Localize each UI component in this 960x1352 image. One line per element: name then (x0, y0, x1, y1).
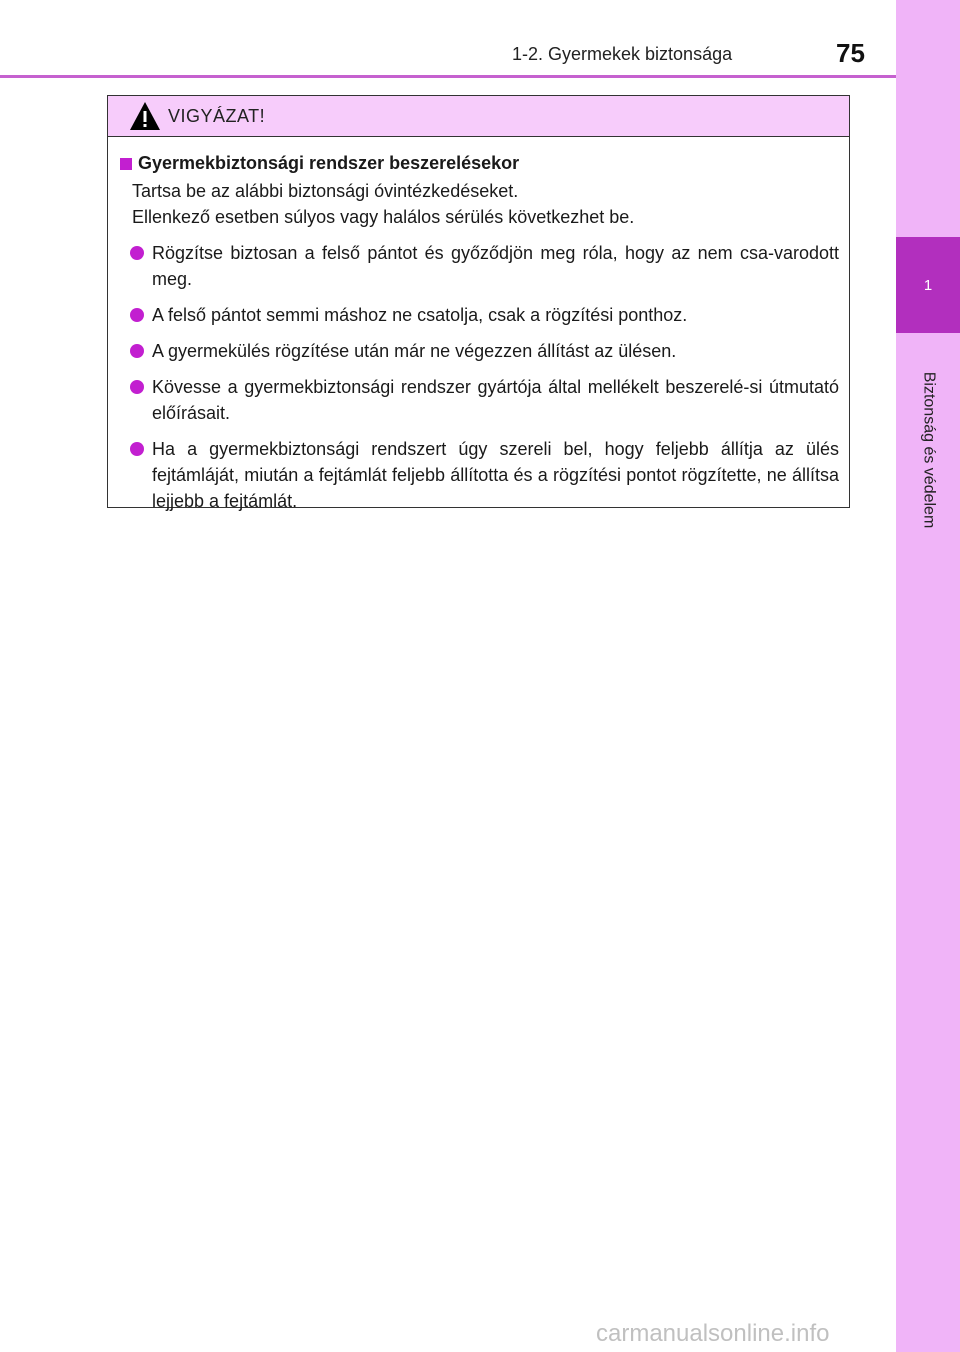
square-bullet-icon (120, 158, 132, 170)
warning-box (107, 95, 850, 511)
circle-bullet-icon (130, 442, 144, 456)
watermark: carmanualsonline.info (596, 1320, 830, 1347)
intro-line: Ellenkező esetben súlyos vagy halálos sérülés következhet be. (132, 207, 635, 227)
warning-intro (132, 178, 839, 230)
bullet-item (130, 302, 839, 328)
warning-triangle-icon (128, 99, 162, 133)
circle-bullet-icon (130, 308, 144, 322)
bullet-item (130, 374, 839, 426)
bullet-text: A felső pántot semmi máshoz ne csatolja, csak a rögzítési ponthoz. (152, 305, 688, 325)
chapter-title: Biztonság és védelem (920, 371, 937, 529)
page-number: 75 (836, 38, 865, 68)
warning-header (108, 96, 849, 137)
bullet-text: Rögzítse biztosan a felső pántot és győződjön meg róla, hogy az nem csa-varodott meg. (152, 243, 839, 289)
warning-title: VIGYÁZAT! (168, 105, 266, 126)
warning-heading-text: Gyermekbiztonsági rendszer beszerelésekor (138, 153, 520, 173)
chapter-sidebar (896, 0, 960, 1352)
bullet-text: Kövesse a gyermekbiztonsági rendszer gyártója által mellékelt beszerelé-si útmutató előírásait. (152, 377, 839, 423)
header-divider (0, 75, 896, 78)
warning-subheading (120, 153, 839, 174)
circle-bullet-icon (130, 344, 144, 358)
bullet-text: Ha a gyermekbiztonsági rendszert úgy szereli bel, hogy feljebb állítja az ülés fejtámláját, miután a fejtámlát feljebb állította és a rögzítési pontot rögzítette, ne állítsa lejjebb a fejtámlát. (152, 439, 839, 511)
warning-body (108, 137, 849, 514)
bullet-item (130, 436, 839, 514)
chapter-number: 1 (923, 276, 933, 294)
bullet-item (130, 240, 839, 292)
bullet-text: A gyermekülés rögzítése után már ne végezzen állítást az ülésen. (152, 341, 677, 361)
circle-bullet-icon (130, 246, 144, 260)
chapter-title-container (896, 345, 960, 555)
intro-line: Tartsa be az alábbi biztonsági óvintézkedéseket. (132, 181, 519, 201)
section-title: 1-2. Gyermekek biztonsága (512, 44, 733, 64)
bullet-item (130, 338, 839, 364)
chapter-tab[interactable] (896, 237, 960, 333)
circle-bullet-icon (130, 380, 144, 394)
